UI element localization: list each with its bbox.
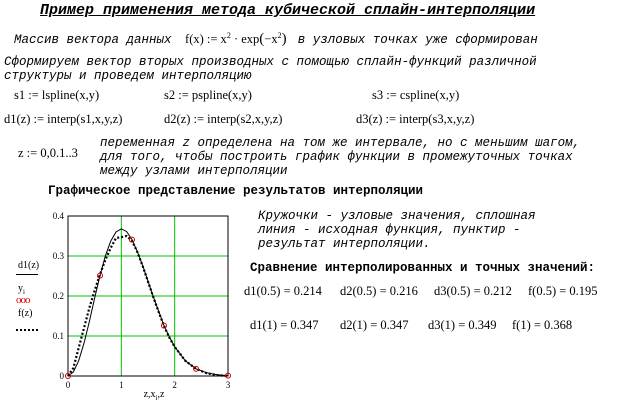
interp-def-d1: d1(z) := interp(s1,x,y,z) (4, 112, 123, 126)
chart-grid (68, 216, 228, 376)
x-tick-label: 3 (225, 380, 231, 390)
compare-d2-05: d2(0.5) = 0.216 (340, 284, 418, 298)
legend-circles: ooo (16, 294, 30, 306)
compare-d1-05: d1(0.5) = 0.214 (244, 284, 322, 298)
y-tick-label: 0 (59, 371, 64, 381)
interp-def-d2: d2(z) := interp(s2,x,y,z) (164, 112, 283, 126)
formula-exp1: 2 (226, 31, 231, 40)
x-tick-label: 2 (172, 380, 177, 390)
spline-def-s1: s1 := lspline(x,y) (14, 88, 100, 102)
y-tick-label: 0.4 (52, 211, 64, 221)
y-tick-label: 0.1 (52, 331, 64, 341)
graph-note-line-3: результат интерполяции. (258, 237, 431, 251)
intro-line (14, 29, 538, 47)
chart-x-label: $z,x_i,z$ (143, 389, 165, 400)
legend-f: f(z) (18, 308, 33, 319)
compare-d2-1: d2(1) = 0.347 (340, 318, 409, 332)
range-note-line-1: переменная z определена на том же интервале, но с меньшим шагом, (100, 136, 581, 150)
intro-text-after: в узловых точках уже сформирован (297, 33, 538, 48)
formula-arg: −x (264, 32, 278, 47)
legend-dotted-line-icon (16, 318, 38, 336)
series-line-d1 (68, 236, 228, 376)
graph-heading: Графическое представление результатов интерполяции (48, 184, 424, 198)
legend-solid-line-icon (16, 274, 38, 275)
compare-heading: Сравнение интерполированных и точных значений: (250, 261, 596, 275)
legend-d1: d1(z) (18, 260, 40, 271)
graph-note-line-2: линия - исходная функция, пунктир - (258, 223, 521, 237)
interp-def-d3: d3(z) := interp(s3,x,y,z) (356, 112, 475, 126)
spline-def-s2: s2 := pspline(x,y) (164, 88, 252, 102)
paragraph-line-1: Сформируем вектор вторых производных с помощью сплайн-функций различной (4, 55, 537, 69)
paragraph-line-2: структуры и проведем интерполяцию (4, 69, 252, 83)
formula-mid: · exp (230, 32, 260, 47)
compare-f-05: f(0.5) = 0.195 (528, 284, 598, 298)
page-title: Пример применения метода кубической сплайн-интерполяции (40, 2, 536, 19)
chart-series (66, 229, 231, 379)
compare-d1-1: d1(1) = 0.347 (250, 318, 319, 332)
x-tick-label: 1 (119, 380, 124, 390)
compare-f-1: f(1) = 0.368 (512, 318, 573, 332)
compare-d3-1: d3(1) = 0.349 (428, 318, 497, 332)
x-tick-label: 0 (65, 380, 71, 390)
spline-def-s3: s3 := cspline(x,y) (372, 88, 460, 102)
graph-note-line-1: Кружочки - узловые значения, сплошная (258, 209, 536, 223)
legend-y-label: y (18, 283, 23, 294)
compare-d3-05: d3(0.5) = 0.212 (434, 284, 512, 298)
interpolation-chart (44, 208, 244, 400)
legend-y-sub: i (23, 288, 25, 296)
y-tick-label: 0.3 (52, 251, 64, 261)
range-note-line-3: между узлами интерполяции (100, 164, 288, 178)
range-definition: z := 0,0.1..3 (18, 146, 78, 160)
formula-exp2: 2 (277, 31, 282, 40)
range-note-line-2: для того, чтобы построить график функции в промежуточных точках (100, 150, 573, 164)
formula-lhs: f(x) := x (185, 32, 227, 47)
chart-ticks (53, 211, 231, 390)
intro-text-before: Массив вектора данных (14, 33, 172, 48)
y-tick-label: 0.2 (52, 291, 64, 301)
intro-formula: f(x) := $x^2 \cdot \exp(-x^2)$ (185, 31, 287, 48)
